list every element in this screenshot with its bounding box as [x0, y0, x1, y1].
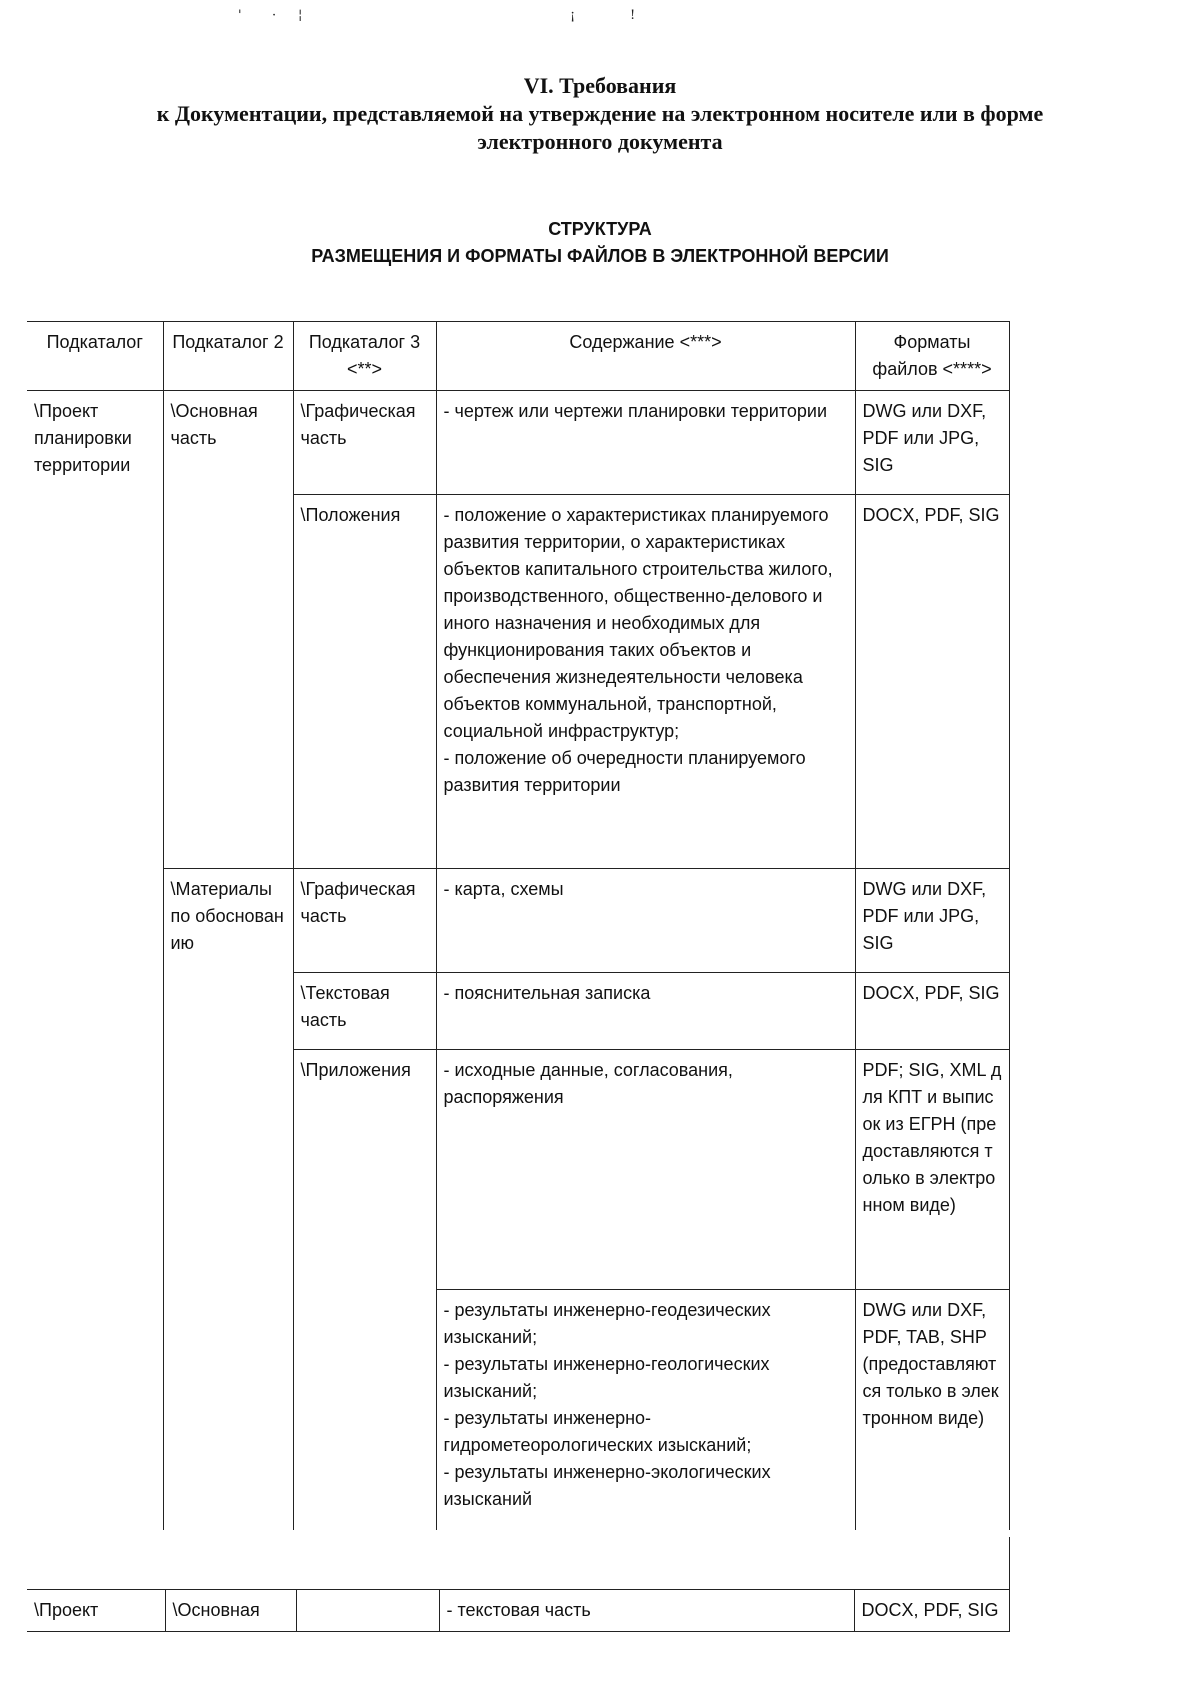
header-subcatalog-1: Подкаталог: [27, 322, 163, 391]
content-cell: - результаты инженерно-геодезических изысканий; - результаты инженерно-геологических изысканий; - результаты инженерно-гидрометеорологических изысканий; - результаты инженерно-экологических изысканий: [436, 1290, 855, 1530]
header-file-formats: Форматы файлов <****>: [855, 322, 1009, 391]
catalog-planning-project: \Проект планировки территории: [27, 391, 163, 1530]
subcatalog-appendices: \Приложения: [293, 1050, 436, 1530]
subcatalog-3-empty: [296, 1590, 439, 1632]
section-heading: [60, 72, 1140, 156]
formats-cell: DOCX, PDF, SIG: [854, 1590, 1009, 1632]
table-row: [27, 869, 1009, 973]
heading-line-3: электронного документа: [477, 129, 723, 154]
formats-cell: DWG или DXF, PDF или JPG, SIG: [855, 391, 1009, 495]
content-cell: - карта, схемы: [436, 869, 855, 973]
header-subcatalog-3: Подкаталог 3 <**>: [293, 322, 436, 391]
heading-line-1: VI. Требования: [523, 73, 677, 98]
structure-table: [27, 321, 1010, 1530]
catalog-project: \Проект: [27, 1590, 165, 1632]
content-cell: - пояснительная записка: [436, 973, 855, 1050]
header-content: Содержание <***>: [436, 322, 855, 391]
formats-cell: DOCX, PDF, SIG: [855, 495, 1009, 869]
subcatalog-graphic-part: \Графическая часть: [293, 869, 436, 973]
subheading-line-2: РАЗМЕЩЕНИЯ И ФОРМАТЫ ФАЙЛОВ В ЭЛЕКТРОННОЙ ВЕРСИИ: [311, 246, 889, 266]
scan-specks: ' · ¦ ¡ !: [238, 8, 636, 23]
subcatalog-graphic-part: \Графическая часть: [293, 391, 436, 495]
content-cell: - исходные данные, согласования, распоряжения: [436, 1050, 855, 1290]
formats-cell: DOCX, PDF, SIG: [855, 973, 1009, 1050]
subheading-line-1: СТРУКТУРА: [548, 219, 652, 239]
header-subcatalog-2: Подкаталог 2: [163, 322, 293, 391]
table-row: [27, 391, 1009, 495]
table-right-edge: [1009, 1537, 1010, 1589]
subcatalog-main-part: \Основная часть: [163, 391, 293, 869]
structure-table-continued: [27, 1589, 1010, 1632]
formats-cell: DWG или DXF, PDF или JPG, SIG: [855, 869, 1009, 973]
formats-cell: [855, 1050, 1009, 1290]
subcatalog-justification-materials: [163, 869, 293, 1530]
content-cell: - положение о характеристиках планируемого развития территории, о характеристиках объектов капитального строительства жилого, производственного, общественно-делового и иного назначения и необходимых для функционирования таких объектов и обеспечения жизнедеятельности человека объектов коммунальной, транспортной, социальной инфраструктур; - положение об очередности планируемого развития территории: [436, 495, 855, 869]
subcatalog-provisions: \Положения: [293, 495, 436, 869]
justification-materials-label: \Материалы по обоснованию: [170, 879, 284, 953]
structure-subheading: [60, 216, 1140, 270]
formats-cell: [855, 1290, 1009, 1530]
formats-cell-text: DWG или DXF, PDF, TAB, SHP (предоставляются только в электронном виде): [862, 1300, 999, 1428]
subcatalog-main: \Основная: [165, 1590, 296, 1632]
heading-line-2: к Документации, представляемой на утверждение на электронном носителе или в форме: [156, 101, 1044, 126]
content-cell: - чертеж или чертежи планировки территории: [436, 391, 855, 495]
table-header-row: [27, 322, 1009, 391]
table-row: [27, 1590, 1009, 1632]
formats-cell-text: PDF; SIG, XML для КПТ и выписок из ЕГРН (предоставляются только в электронном виде): [862, 1060, 1002, 1215]
content-cell: - текстовая часть: [439, 1590, 854, 1632]
subcatalog-text-part: \Текстовая часть: [293, 973, 436, 1050]
